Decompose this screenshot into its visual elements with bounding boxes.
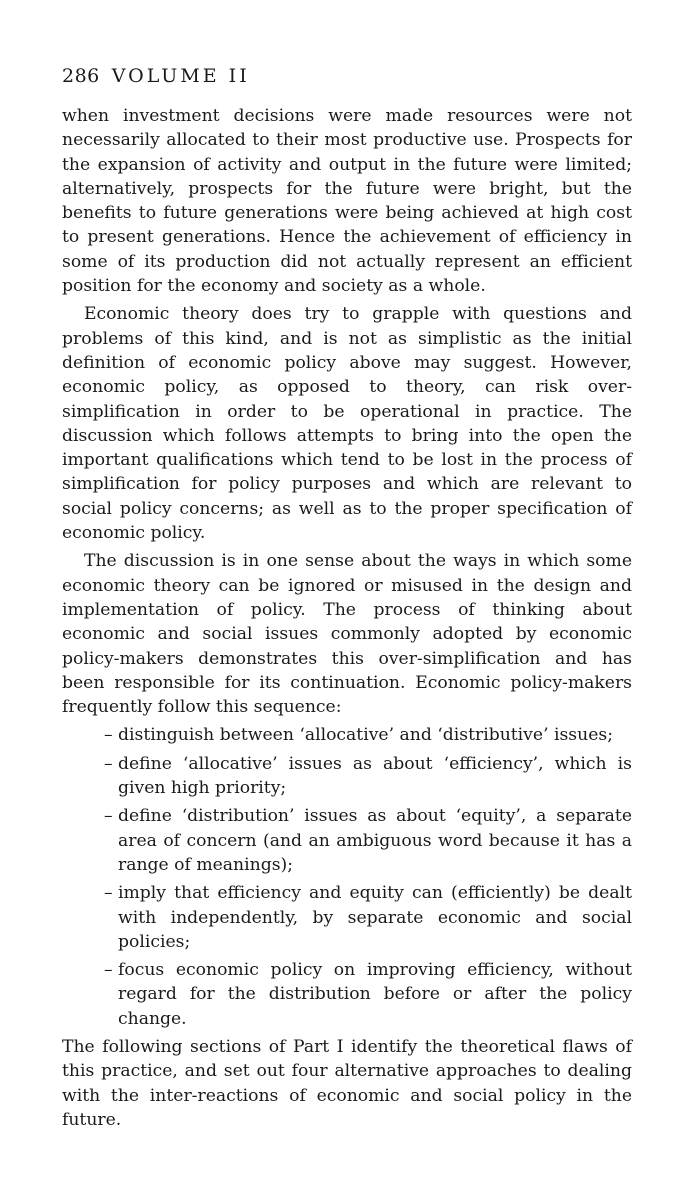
list-item: – define ‘distribution’ issues as about ‘equity’, a separate area of concern (and an ambiguous word because it has a range of meanings);	[104, 806, 632, 875]
running-head	[62, 64, 250, 88]
list-item: – focus economic policy on improving efficiency, without regard for the distribution before or after the policy change.	[104, 960, 632, 1029]
list-item: – imply that efficiency and equity can (efficiently) be dealt with independently, by separate economic and social policies;	[104, 883, 632, 952]
policy-sequence-list	[104, 723, 632, 1031]
volume-title: VOLUME II	[111, 65, 250, 87]
closing-paragraph: The following sections of Part I identify the theoretical flaws of this practice, and set out four alternative approaches to dealing with the inter-reactions of economic and social policy in the future.	[62, 1036, 632, 1130]
body-text	[62, 104, 632, 1132]
paragraph: The discussion is in one sense about the ways in which some economic theory can be ignored or misused in the design and implementation of policy. The process of thinking about economic and social issues commonly adopted by economic policy-makers demonstrates this over-simplification and has been responsible for its continuation. Economic policy-makers frequently follow this sequence:	[62, 551, 632, 718]
list-item: – distinguish between ‘allocative’ and ‘distributive’ issues;	[104, 725, 613, 746]
page-number: 286	[62, 65, 100, 87]
list-item: – define ‘allocative’ issues as about ‘efficiency’, which is given high priority;	[104, 753, 632, 799]
paragraph: Economic theory does try to grapple with questions and problems of this kind, and is not as simplistic as the initial definition of economic policy above may suggest. However, economic policy, as opposed to theory, can risk over-simplification in order to be operational in practice. The discussion which follows attempts to bring into the open the important qualifications which tend to be lost in the process of simplification for policy purposes and which are relevant to social policy concerns; as well as to the proper specification of economic policy.	[62, 304, 632, 544]
paragraph-continued: when investment decisions were made resources were not necessarily allocated to their most productive use. Prospects for the expansion of activity and output in the future were limited; alternatively, prospects for the future were bright, but the benefits to future generations were being achieved at high cost to present generations. Hence the achievement of efficiency in some of its production did not actually represent an efficient position for the economy and society as a whole.	[62, 106, 632, 297]
